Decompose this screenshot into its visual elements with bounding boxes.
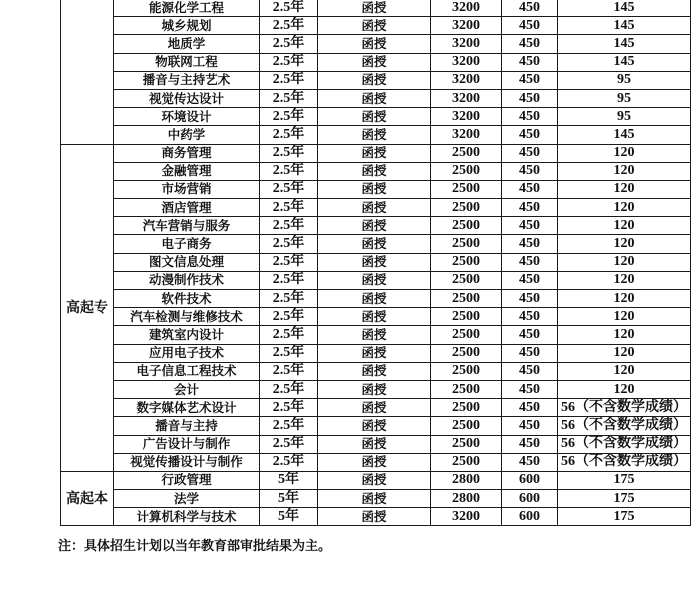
- credits-cell: 120: [558, 199, 691, 217]
- study-mode-cell: 函授: [318, 17, 431, 35]
- major-cell: 播音与主持艺术: [114, 71, 260, 89]
- table-body: [61, 0, 691, 526]
- tuition-cell: 2500: [431, 144, 502, 162]
- study-mode-cell: 函授: [318, 362, 431, 380]
- credits-cell: 145: [558, 126, 691, 144]
- study-mode-cell: 函授: [318, 235, 431, 253]
- study-mode-cell: 函授: [318, 290, 431, 308]
- fee-cell: 450: [502, 344, 558, 362]
- study-mode-cell: 函授: [318, 508, 431, 526]
- study-mode-cell: 函授: [318, 180, 431, 198]
- duration-cell: 2.5年: [260, 253, 318, 271]
- duration-cell: 2.5年: [260, 380, 318, 398]
- table-row: [61, 35, 691, 53]
- study-mode-cell: 函授: [318, 89, 431, 107]
- credits-cell: 175: [558, 508, 691, 526]
- tuition-cell: 2500: [431, 399, 502, 417]
- major-cell: 应用电子技术: [114, 344, 260, 362]
- table-row: [61, 380, 691, 398]
- tuition-cell: 2500: [431, 271, 502, 289]
- major-cell: 中药学: [114, 126, 260, 144]
- study-mode-cell: 函授: [318, 490, 431, 508]
- table-row: [61, 344, 691, 362]
- table-row: [61, 362, 691, 380]
- tuition-cell: 2500: [431, 344, 502, 362]
- major-cell: 视觉传播设计与制作: [114, 453, 260, 471]
- study-mode-cell: 函授: [318, 326, 431, 344]
- study-mode-cell: 函授: [318, 0, 431, 17]
- duration-cell: 2.5年: [260, 326, 318, 344]
- duration-cell: 5年: [260, 508, 318, 526]
- study-mode-cell: 函授: [318, 199, 431, 217]
- tuition-cell: 2500: [431, 290, 502, 308]
- level-cell: 高起本: [61, 471, 114, 526]
- tuition-cell: 2500: [431, 253, 502, 271]
- tuition-cell: 2500: [431, 362, 502, 380]
- fee-cell: 450: [502, 89, 558, 107]
- fee-cell: 450: [502, 0, 558, 17]
- credits-cell: 56（不含数学成绩）: [558, 453, 691, 471]
- fee-cell: 600: [502, 490, 558, 508]
- credits-cell: 120: [558, 144, 691, 162]
- major-cell: 市场营销: [114, 180, 260, 198]
- fee-cell: 450: [502, 235, 558, 253]
- duration-cell: 2.5年: [260, 308, 318, 326]
- fee-cell: 450: [502, 417, 558, 435]
- duration-cell: 2.5年: [260, 35, 318, 53]
- duration-cell: 2.5年: [260, 162, 318, 180]
- tuition-cell: 2500: [431, 417, 502, 435]
- duration-cell: 2.5年: [260, 435, 318, 453]
- fee-cell: 450: [502, 326, 558, 344]
- fee-cell: 450: [502, 271, 558, 289]
- major-cell: 软件技术: [114, 290, 260, 308]
- table-row: [61, 399, 691, 417]
- table-row: [61, 435, 691, 453]
- major-cell: 计算机科学与技术: [114, 508, 260, 526]
- major-cell: 图文信息处理: [114, 253, 260, 271]
- credits-cell: 120: [558, 217, 691, 235]
- tuition-cell: 3200: [431, 17, 502, 35]
- credits-cell: 95: [558, 108, 691, 126]
- duration-cell: 2.5年: [260, 17, 318, 35]
- fee-cell: 450: [502, 199, 558, 217]
- study-mode-cell: 函授: [318, 162, 431, 180]
- fee-cell: 450: [502, 453, 558, 471]
- major-cell: 行政管理: [114, 471, 260, 489]
- duration-cell: 2.5年: [260, 71, 318, 89]
- major-cell: 城乡规划: [114, 17, 260, 35]
- table-row: [61, 235, 691, 253]
- table-row: [61, 217, 691, 235]
- table-row: [61, 89, 691, 107]
- fee-cell: 450: [502, 17, 558, 35]
- credits-cell: 120: [558, 271, 691, 289]
- table-row: [61, 0, 691, 17]
- major-cell: 数字媒体艺术设计: [114, 399, 260, 417]
- duration-cell: 2.5年: [260, 89, 318, 107]
- major-cell: 法学: [114, 490, 260, 508]
- fee-cell: 450: [502, 35, 558, 53]
- table-row: [61, 290, 691, 308]
- tuition-cell: 2500: [431, 180, 502, 198]
- credits-cell: 56（不含数学成绩）: [558, 435, 691, 453]
- credits-cell: 120: [558, 162, 691, 180]
- credits-cell: 145: [558, 17, 691, 35]
- table-row: [61, 253, 691, 271]
- tuition-cell: 2800: [431, 490, 502, 508]
- tuition-cell: 2500: [431, 162, 502, 180]
- credits-cell: 120: [558, 308, 691, 326]
- duration-cell: 2.5年: [260, 417, 318, 435]
- table-row: [61, 490, 691, 508]
- study-mode-cell: 函授: [318, 253, 431, 271]
- study-mode-cell: 函授: [318, 380, 431, 398]
- tuition-cell: 2500: [431, 199, 502, 217]
- credits-cell: 120: [558, 326, 691, 344]
- table-row: [61, 453, 691, 471]
- tuition-cell: 2500: [431, 435, 502, 453]
- duration-cell: 2.5年: [260, 399, 318, 417]
- fee-cell: 450: [502, 435, 558, 453]
- table-row: [61, 326, 691, 344]
- tuition-cell: 3200: [431, 35, 502, 53]
- fee-cell: 450: [502, 180, 558, 198]
- fee-table: [60, 0, 691, 526]
- fee-cell: 450: [502, 53, 558, 71]
- study-mode-cell: 函授: [318, 453, 431, 471]
- study-mode-cell: 函授: [318, 344, 431, 362]
- credits-cell: 120: [558, 235, 691, 253]
- credits-cell: 95: [558, 71, 691, 89]
- credits-cell: 120: [558, 362, 691, 380]
- duration-cell: 2.5年: [260, 344, 318, 362]
- major-cell: 酒店管理: [114, 199, 260, 217]
- duration-cell: 2.5年: [260, 199, 318, 217]
- tuition-cell: 2500: [431, 453, 502, 471]
- credits-cell: 56（不含数学成绩）: [558, 399, 691, 417]
- table-row: [61, 126, 691, 144]
- major-cell: 会计: [114, 380, 260, 398]
- duration-cell: 2.5年: [260, 217, 318, 235]
- table-row: [61, 508, 691, 526]
- duration-cell: 2.5年: [260, 362, 318, 380]
- tuition-cell: 3200: [431, 126, 502, 144]
- level-cell: [61, 0, 114, 144]
- duration-cell: 5年: [260, 490, 318, 508]
- tuition-cell: 3200: [431, 0, 502, 17]
- major-cell: 电子商务: [114, 235, 260, 253]
- table-row: [61, 417, 691, 435]
- duration-cell: 2.5年: [260, 271, 318, 289]
- study-mode-cell: 函授: [318, 417, 431, 435]
- table-row: [61, 17, 691, 35]
- fee-cell: 450: [502, 126, 558, 144]
- duration-cell: 5年: [260, 471, 318, 489]
- fee-cell: 450: [502, 308, 558, 326]
- major-cell: 汽车营销与服务: [114, 217, 260, 235]
- study-mode-cell: 函授: [318, 471, 431, 489]
- credits-cell: 56（不含数学成绩）: [558, 417, 691, 435]
- tuition-cell: 2500: [431, 217, 502, 235]
- fee-cell: 450: [502, 144, 558, 162]
- table-row: [61, 162, 691, 180]
- credits-cell: 145: [558, 35, 691, 53]
- major-cell: 动漫制作技术: [114, 271, 260, 289]
- study-mode-cell: 函授: [318, 399, 431, 417]
- fee-cell: 600: [502, 471, 558, 489]
- major-cell: 金融管理: [114, 162, 260, 180]
- study-mode-cell: 函授: [318, 71, 431, 89]
- major-cell: 广告设计与制作: [114, 435, 260, 453]
- credits-cell: 95: [558, 89, 691, 107]
- tuition-cell: 2800: [431, 471, 502, 489]
- table-row: [61, 271, 691, 289]
- major-cell: 视觉传达设计: [114, 89, 260, 107]
- credits-cell: 145: [558, 0, 691, 17]
- fee-cell: 450: [502, 290, 558, 308]
- credits-cell: 120: [558, 180, 691, 198]
- duration-cell: 2.5年: [260, 108, 318, 126]
- major-cell: 商务管理: [114, 144, 260, 162]
- study-mode-cell: 函授: [318, 217, 431, 235]
- credits-cell: 145: [558, 53, 691, 71]
- study-mode-cell: 函授: [318, 308, 431, 326]
- duration-cell: 2.5年: [260, 0, 318, 17]
- major-cell: 能源化学工程: [114, 0, 260, 17]
- major-cell: 建筑室内设计: [114, 326, 260, 344]
- duration-cell: 2.5年: [260, 235, 318, 253]
- table-row: [61, 144, 691, 162]
- fee-cell: 450: [502, 71, 558, 89]
- credits-cell: 120: [558, 253, 691, 271]
- study-mode-cell: 函授: [318, 435, 431, 453]
- study-mode-cell: 函授: [318, 108, 431, 126]
- tuition-cell: 3200: [431, 71, 502, 89]
- fee-cell: 600: [502, 508, 558, 526]
- table-row: [61, 108, 691, 126]
- fee-cell: 450: [502, 108, 558, 126]
- table-row: [61, 199, 691, 217]
- tuition-cell: 2500: [431, 380, 502, 398]
- credits-cell: 175: [558, 471, 691, 489]
- fee-cell: 450: [502, 380, 558, 398]
- duration-cell: 2.5年: [260, 144, 318, 162]
- table-row: [61, 180, 691, 198]
- level-cell: 高起专: [61, 144, 114, 471]
- major-cell: 地质学: [114, 35, 260, 53]
- study-mode-cell: 函授: [318, 126, 431, 144]
- tuition-cell: 3200: [431, 53, 502, 71]
- major-cell: 环境设计: [114, 108, 260, 126]
- table-row: [61, 53, 691, 71]
- duration-cell: 2.5年: [260, 290, 318, 308]
- table-row: [61, 308, 691, 326]
- major-cell: 物联网工程: [114, 53, 260, 71]
- credits-cell: 120: [558, 290, 691, 308]
- table-row: [61, 471, 691, 489]
- study-mode-cell: 函授: [318, 144, 431, 162]
- tuition-cell: 2500: [431, 308, 502, 326]
- footnote: 注：具体招生计划以当年教育部审批结果为主。: [58, 539, 332, 554]
- fee-cell: 450: [502, 217, 558, 235]
- tuition-cell: 2500: [431, 235, 502, 253]
- duration-cell: 2.5年: [260, 180, 318, 198]
- major-cell: 播音与主持: [114, 417, 260, 435]
- table-row: [61, 71, 691, 89]
- study-mode-cell: 函授: [318, 35, 431, 53]
- major-cell: 汽车检测与维修技术: [114, 308, 260, 326]
- credits-cell: 120: [558, 344, 691, 362]
- tuition-cell: 3200: [431, 508, 502, 526]
- credits-cell: 175: [558, 490, 691, 508]
- tuition-cell: 3200: [431, 89, 502, 107]
- credits-cell: 120: [558, 380, 691, 398]
- fee-cell: 450: [502, 399, 558, 417]
- fee-cell: 450: [502, 253, 558, 271]
- major-cell: 电子信息工程技术: [114, 362, 260, 380]
- study-mode-cell: 函授: [318, 53, 431, 71]
- fee-cell: 450: [502, 162, 558, 180]
- tuition-cell: 2500: [431, 326, 502, 344]
- tuition-cell: 3200: [431, 108, 502, 126]
- fee-cell: 450: [502, 362, 558, 380]
- duration-cell: 2.5年: [260, 53, 318, 71]
- duration-cell: 2.5年: [260, 453, 318, 471]
- duration-cell: 2.5年: [260, 126, 318, 144]
- study-mode-cell: 函授: [318, 271, 431, 289]
